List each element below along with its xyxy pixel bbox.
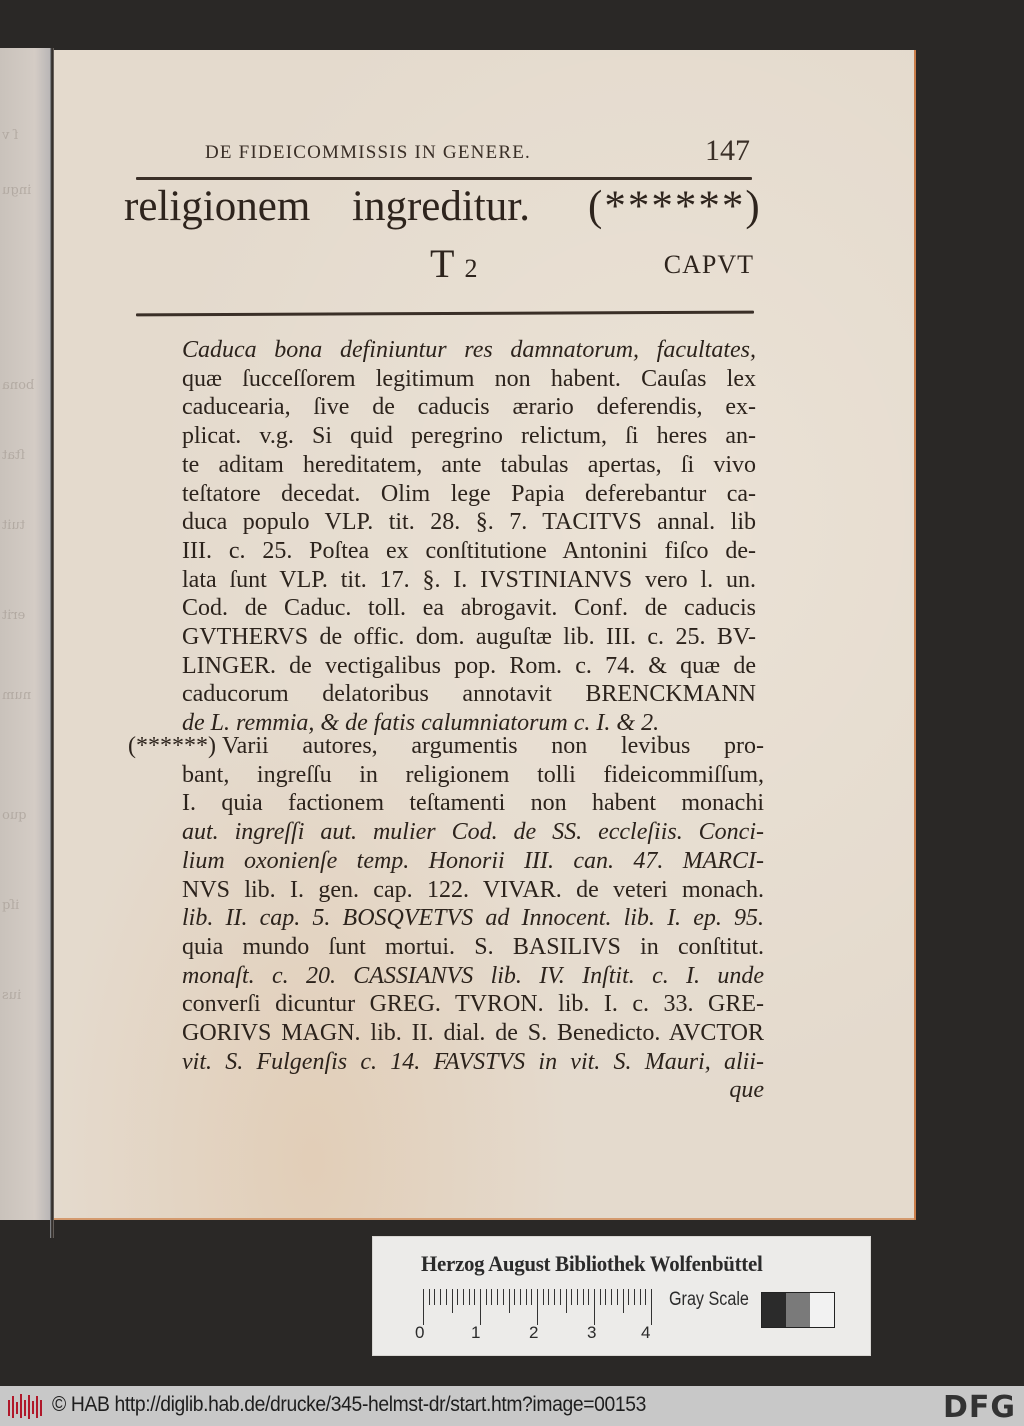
text-line: lium oxonienſe temp. Honorii III. can. 47. MARCI-: [182, 847, 764, 874]
hab-logo-icon: [6, 1392, 44, 1420]
catch-word-1: religionem: [124, 183, 311, 230]
ruler-tick: [509, 1289, 510, 1313]
ruler-tick: [571, 1289, 572, 1305]
ruler-tick: [594, 1289, 595, 1325]
ruler-tick: [634, 1289, 635, 1305]
ruler-tick: [605, 1289, 606, 1305]
text-line: Varii autores, argumentis non levibus pro-: [222, 733, 764, 759]
ruler-tick: [566, 1289, 567, 1313]
text-line: bant, ingreſſu in religionem tolli fideicommiſſum,: [182, 761, 764, 788]
ruler-tick: [577, 1289, 578, 1305]
ruler-tick: [452, 1289, 453, 1313]
ruler-tick: [543, 1289, 544, 1305]
bleed-through-text: num: [2, 688, 32, 703]
text-line: teſtatore decedat. Olim lege Papia deferebantur ca-: [182, 480, 756, 507]
ruler-label: 2: [529, 1323, 539, 1342]
ruler-tick: [526, 1289, 527, 1305]
ruler-tick: [537, 1289, 538, 1325]
footnote-marker: (******): [128, 733, 216, 759]
ruler-tick: [548, 1289, 549, 1305]
ruler-tick: [486, 1289, 487, 1305]
ruler-tick: [600, 1289, 601, 1305]
bleed-through-text: ſtat: [2, 448, 26, 463]
ruler-tick: [623, 1289, 624, 1313]
ruler-label: 1: [471, 1323, 481, 1342]
ruler-tick: [497, 1289, 498, 1305]
previous-page-edge: [0, 48, 50, 1220]
text-line: I. quia factionem teſtamenti non habent monachi: [182, 790, 764, 817]
text-line: aut. ingreſſi aut. mulier Cod. de SS. eccleſiis. Conci-: [182, 819, 764, 846]
text-line: que: [729, 1077, 764, 1104]
ruler-tick: [531, 1289, 532, 1305]
text-line: vit. S. Fulgenſis c. 14. FAVSTVS in vit. S. Mauri, alii-: [182, 1048, 764, 1075]
text-line: Cod. de Caduc. toll. ea abrogavit. Conf. de caducis: [182, 595, 756, 622]
ruler-tick: [588, 1289, 589, 1305]
ruler-tick: [560, 1289, 561, 1305]
main-paragraph: [182, 336, 756, 738]
ruler: [423, 1289, 655, 1325]
ruler-tick: [583, 1289, 584, 1305]
ruler-tick: [651, 1289, 652, 1325]
text-line: converſi dicuntur GREG. TVRON. lib. I. c. 33. GRE-: [182, 991, 764, 1018]
ruler-label: 3: [587, 1323, 597, 1342]
bleed-through-text: bona: [2, 378, 35, 393]
text-line: caducorum delatoribus annotavit BRENCKMANN: [182, 681, 756, 708]
footer-bar: [0, 1386, 1024, 1426]
ruler-tick: [429, 1289, 430, 1305]
bleed-through-text: erit: [2, 608, 26, 623]
bleed-through-text: iſq: [2, 898, 20, 913]
ruler-tick: [463, 1289, 464, 1305]
ruler-tick: [617, 1289, 618, 1305]
text-line: te aditam hereditatem, ante tabulas apertas, ſi vivo: [182, 451, 756, 478]
ruler-tick: [474, 1289, 475, 1305]
text-line: III. c. 25. Poſtea ex conſtitutione Antonini fiſco de-: [182, 537, 756, 564]
ruler-tick: [434, 1289, 435, 1305]
text-line: quia mundo ſunt mortui. S. BASILIVS in conſtitut.: [182, 933, 764, 960]
bleed-through-text: quo: [2, 808, 27, 823]
institution-name: Herzog August Bibliothek Wolfenbüttel: [421, 1251, 763, 1276]
bleed-through-text: ingu: [2, 183, 32, 198]
header-rule: [136, 177, 752, 180]
ruler-tick: [457, 1289, 458, 1305]
text-line: de L. remmia, & de fatis calumniatorum c. I. & 2.: [182, 710, 660, 737]
swatch-dark: [762, 1293, 786, 1327]
catch-word-2: ingreditur.: [352, 183, 530, 230]
ruler-tick: [520, 1289, 521, 1305]
scale-card: [373, 1237, 870, 1355]
bleed-through-text: ius: [2, 988, 22, 1003]
ruler-label: 4: [641, 1323, 651, 1342]
ruler-tick: [423, 1289, 424, 1325]
text-line: lata ſunt VLP. tit. 17. §. I. IVSTINIANVS vero l. un.: [182, 566, 756, 593]
footnote-paragraph: [182, 732, 764, 1105]
running-head-title: DE FIDEICOMMISSIS IN GENERE.: [205, 142, 531, 163]
ruler-tick: [491, 1289, 492, 1305]
footnote-reference: (******): [588, 183, 762, 230]
bleed-through-text: ſ v: [2, 128, 19, 143]
ruler-tick: [611, 1289, 612, 1305]
text-line: duca populo VLP. tit. 28. §. 7. TACITVS annal. lib: [182, 509, 756, 536]
ruler-tick: [469, 1289, 470, 1305]
text-line: NVS lib. I. gen. cap. 122. VIVAR. de veteri monach.: [182, 876, 764, 903]
ruler-tick: [628, 1289, 629, 1305]
ruler-tick: [446, 1289, 447, 1305]
signature-mark: T 2: [430, 241, 478, 286]
text-line: monaſt. c. 20. CASSIANVS lib. IV. Inſtit. c. I. unde: [182, 962, 764, 989]
gray-scale-swatches: [761, 1292, 835, 1328]
text-line: plicat. v.g. Si quid peregrino relictum, ſi heres an-: [182, 423, 756, 450]
ruler-tick: [554, 1289, 555, 1305]
ruler-label: 0: [415, 1323, 425, 1342]
text-line: Caduca bona definiuntur res damnatorum, facultates,: [182, 337, 756, 363]
gray-scale-label: Gray Scale: [669, 1289, 749, 1310]
ruler-tick: [640, 1289, 641, 1305]
catchword: CAPVT: [663, 250, 754, 279]
page-number: 147: [705, 134, 750, 167]
ruler-tick: [440, 1289, 441, 1305]
running-head: [205, 136, 750, 166]
ruler-tick: [503, 1289, 504, 1305]
ruler-tick: [480, 1289, 481, 1325]
text-line: LINGER. de vectigalibus pop. Rom. c. 74. & quæ de: [182, 652, 756, 679]
bleed-through-text: tuit: [2, 518, 25, 533]
dfg-logo-icon: DFG: [942, 1390, 1016, 1425]
text-line: GORIVS MAGN. lib. II. dial. de S. Benedicto. AVCTOR: [182, 1020, 764, 1047]
ruler-tick: [645, 1289, 646, 1305]
text-line: caducearia, ſive de caducis ærario deferendis, ex-: [182, 394, 756, 421]
swatch-light: [810, 1293, 834, 1327]
text-line: quæ ſucceſſorem legitimum non habent. Cauſas lex: [182, 365, 756, 392]
ruler-labels: [415, 1323, 665, 1343]
text-line: lib. II. cap. 5. BOSQVETVS ad Innocent. lib. I. ep. 95.: [182, 905, 764, 932]
ruler-tick: [514, 1289, 515, 1305]
swatch-mid: [786, 1293, 810, 1327]
copyright-link[interactable]: © HAB http://diglib.hab.de/drucke/345-helmst-dr/start.htm?image=00153: [52, 1393, 647, 1416]
text-line: GVTHERVS de offic. dom. auguſtæ lib. III. c. 25. BV-: [182, 624, 756, 651]
